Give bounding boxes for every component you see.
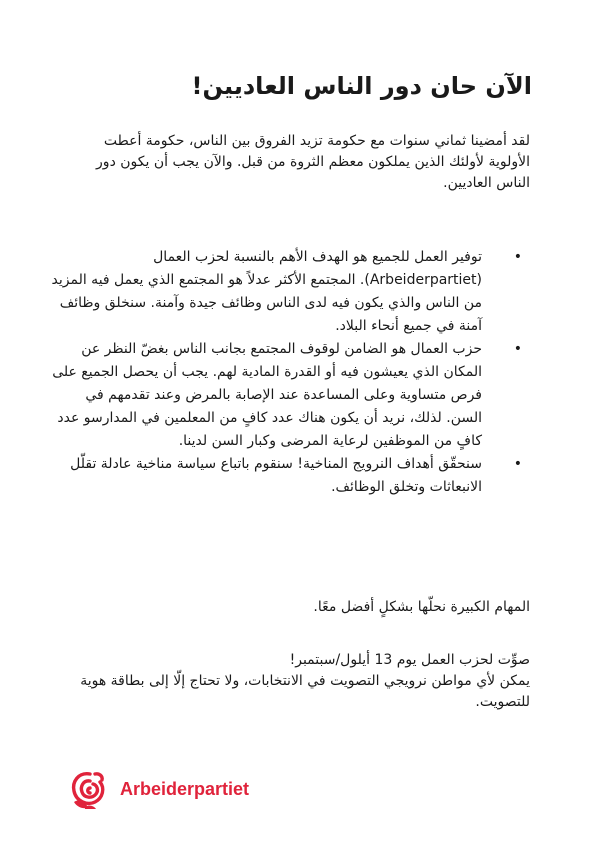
list-item <box>50 246 528 338</box>
intro-paragraph: لقد أمضينا ثماني سنوات مع حكومة تزيد الفروق بين الناس، حكومة أعطت الأولوية لأولئك الذين يملكون معظم الثروة من قبل. والآن يجب أن يكون دور الناس العاديين. <box>96 133 530 191</box>
bullet-3-text: سنحقّق أهداف النرويج المناخية! سنقوم باتباع سياسة مناخية عادلة تقلّل الانبعاثات وتخلق الوظائف. <box>70 456 482 495</box>
list-item <box>50 338 528 453</box>
rose-icon <box>68 768 112 810</box>
list-item <box>50 453 528 499</box>
bullet-icon: • <box>513 456 522 472</box>
bullet-2-text: حزب العمال هو الضامن لوقوف المجتمع بجانب الناس بغضّ النظر عن المكان الذي يعيشون فيه أو القدرة المادية لهم. يجب أن يحصل الجميع على فرص متساوية وعلى المساعدة عند الإصابة بالمرض وعند تقدمهم في السن. لذلك، نريد أن يكون هناك عدد كافٍ من المعلمين في المدارسو عدد كافٍ من الموظفين لرعاية المرضى وكبار السن لدينا. <box>52 341 482 449</box>
vote-headline: صوِّت لحزب العمل يوم 13 أيلول/سبتمبر! <box>289 652 530 668</box>
page-title: الآن حان دور الناس العاديين! <box>191 72 532 100</box>
bullet-icon: • <box>513 341 522 357</box>
logo-text: Arbeiderpartiet <box>120 778 250 799</box>
party-logo <box>68 768 249 810</box>
vote-section <box>60 650 530 713</box>
bullet-list <box>50 246 528 499</box>
bullet-1-text-start: توفير العمل للجميع هو الهدف الأهم بالنسبة لحزب العمال ( <box>153 249 482 288</box>
closing-line: المهام الكبيرة نحلّها بشكلٍ أفضل معًا. <box>313 599 530 615</box>
bullet-1-text-end: ). المجتمع الأكثر عدلاً هو المجتمع الذي يعمل فيه المزيد من الناس والذي يكون فيه لدى الناس وظائف جيدة وآمنة. سنخلق وظائف آمنة في جميع أنحاء البلاد. <box>51 272 482 334</box>
vote-note: يمكن لأي مواطن نرويجي التصويت في الانتخابات، ولا تحتاج إلّا إلى بطاقة هوية للتصويت. <box>80 673 530 710</box>
bullet-icon: • <box>513 249 522 265</box>
party-name: Arbeiderpartiet <box>369 272 477 288</box>
